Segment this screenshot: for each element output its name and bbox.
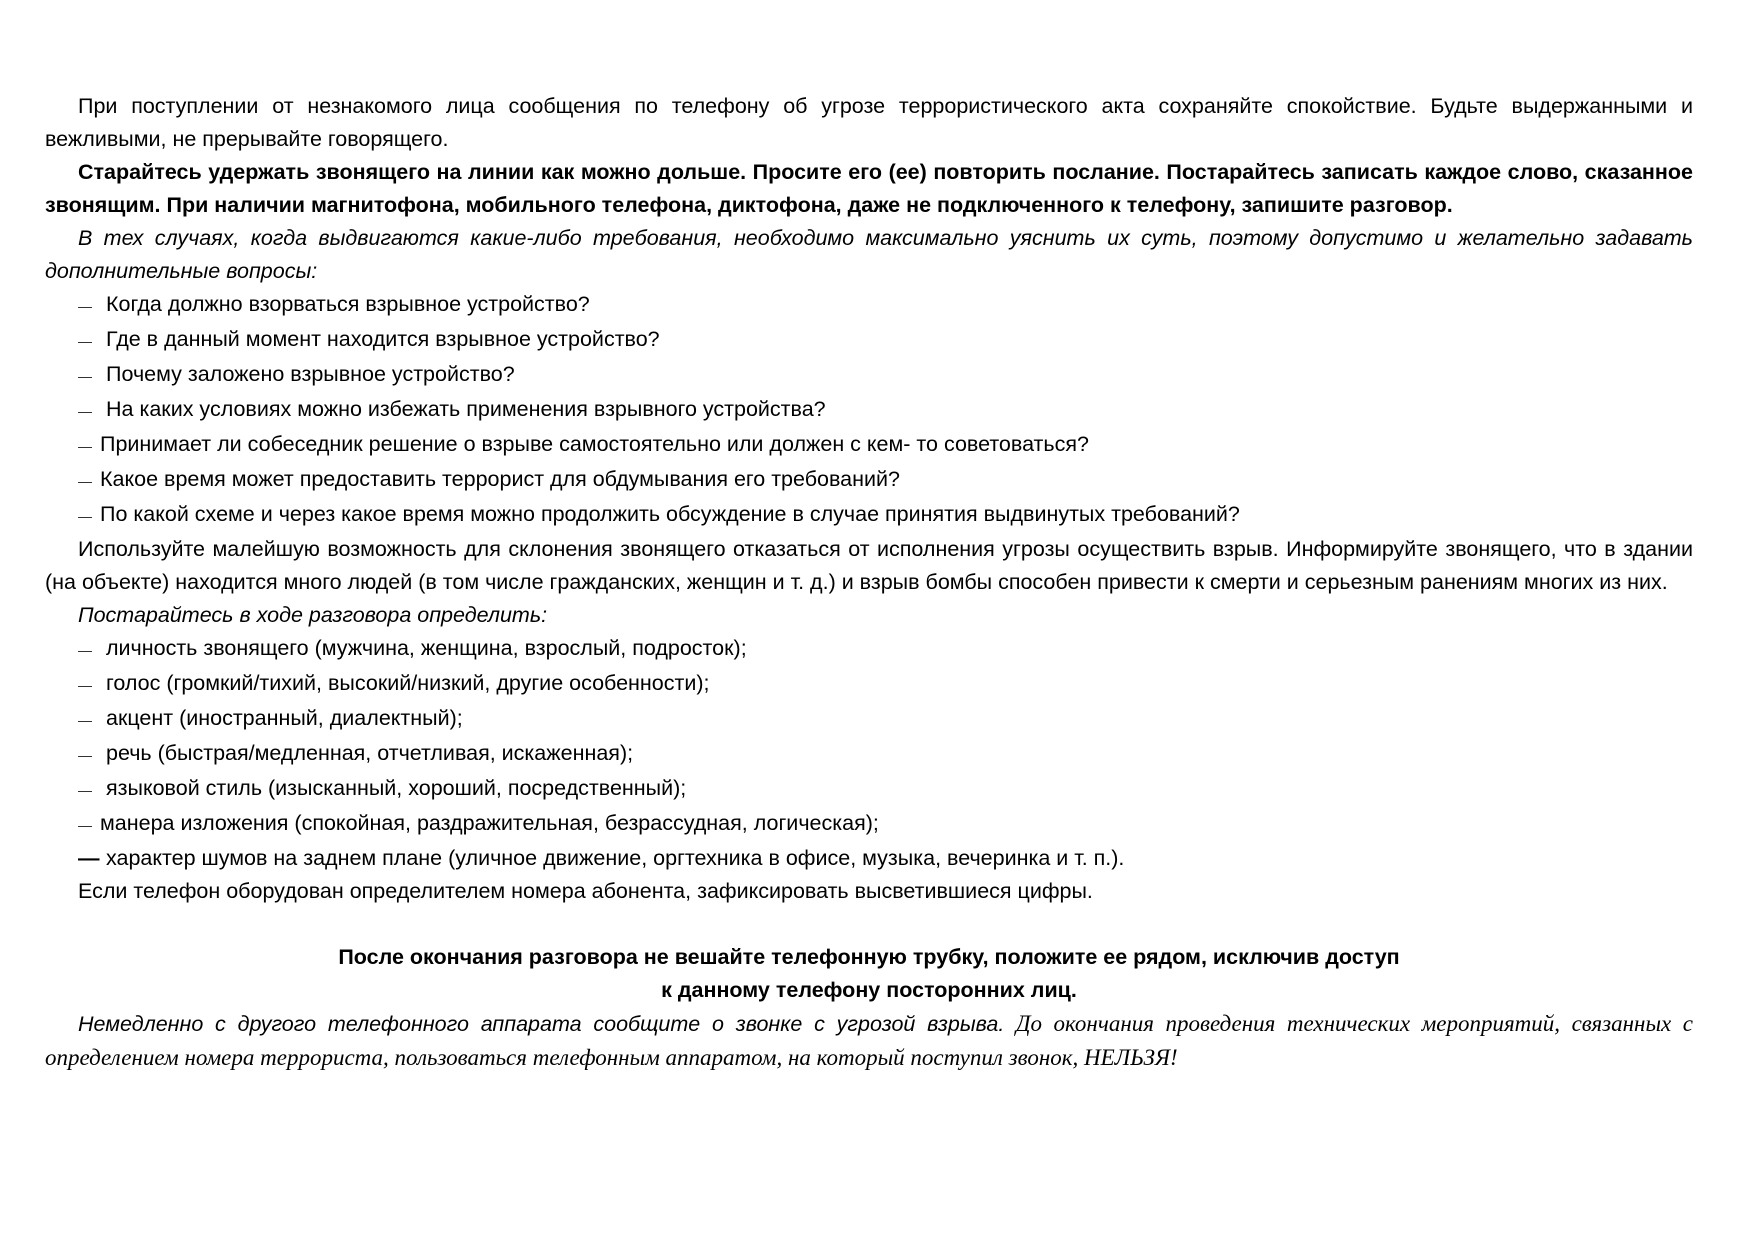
dash-icon: — [78,333,92,349]
list-item: — Принимает ли собеседник решение о взрыве самостоятельно или должен с кем- то советоваться? [45,428,1693,463]
dash-icon: — [78,403,92,419]
list-item: — голос (громкий/тихий, высокий/низкий, другие особенности); [45,667,1693,702]
demands-paragraph: В тех случаях, когда выдвигаются какие-либо требования, необходимо максимально уяснить их суть, поэтому допустимо и желательно задавать дополнительные вопросы: [45,226,1693,283]
list-item: — Почему заложено взрывное устройство? [45,358,1693,393]
caller-traits-list [45,632,1693,875]
dash-icon: — [78,817,92,833]
dash-icon: — [78,747,92,763]
dash-icon: — [78,508,92,524]
dash-icon: — [78,368,92,384]
final-paragraph [45,1007,1693,1075]
intro-paragraph: При поступлении от незнакомого лица сообщения по телефону об угрозе террористического акта сохраняйте спокойствие. Будьте выдержанными и вежливыми, не прерывайте говорящего. [45,94,1693,151]
dash-icon: — [78,438,92,454]
list-item: — личность звонящего (мужчина, женщина, взрослый, подросток); [45,632,1693,667]
final-italic-text: Немедленно с другого телефонного аппарата сообщите о звонке с угрозой взрыва. [78,1012,1005,1036]
list-item: — языковой стиль (изысканный, хороший, посредственный); [45,772,1693,807]
list-item: — Когда должно взорваться взрывное устройство? [45,288,1693,323]
dash-icon: — [78,782,92,798]
dash-icon: — [78,642,92,658]
dash-icon: — [78,712,92,728]
list-item: — Какое время может предоставить террорист для обдумывания его требований? [45,463,1693,498]
dash-icon: — [78,846,100,870]
persuade-paragraph: Используйте малейшую возможность для склонения звонящего отказаться от исполнения угрозы осуществить взрыв. Информируйте звонящего, что в здании (на объекте) находится много людей (в том числе гражданских, женщин и т. д.) и взрыв бомбы способен привести к смерти и серьезным ранениям многих из них. [45,537,1693,594]
determine-heading: Постарайтесь в ходе разговора определить: [78,603,548,627]
caller-id-paragraph: Если телефон оборудован определителем номера абонента, зафиксировать высветившиеся цифры. [78,879,1093,903]
notice-line-1: После окончания разговора не вешайте телефонную трубку, положите ее рядом, исключив доступ [338,945,1400,969]
list-item: — характер шумов на заднем плане (уличное движение, оргтехника в офисе, музыка, вечеринка и т. п.). [45,842,1693,875]
notice-line-2: к данному телефону посторонних лиц. [661,978,1077,1002]
list-item: — акцент (иностранный, диалектный); [45,702,1693,737]
document-body [45,90,1693,1075]
list-item: — На каких условиях можно избежать применения взрывного устройства? [45,393,1693,428]
spacer [45,908,1693,941]
list-item: — речь (быстрая/медленная, отчетливая, искаженная); [45,737,1693,772]
dash-icon: — [78,298,92,314]
questions-list [45,288,1693,533]
list-item: — Где в данный момент находится взрывное устройство? [45,323,1693,358]
keep-caller-paragraph: Старайтесь удержать звонящего на линии как можно дольше. Просите его (ее) повторить послание. Постарайтесь записать каждое слово, сказанное звонящим. При наличии магнитофона, мобильного телефона, диктофона, даже не подключенного к телефону, запишите разговор. [45,160,1693,217]
list-item: — По какой схеме и через какое время можно продолжить обсуждение в случае принятия выдвинутых требований? [45,498,1693,533]
list-item: — манера изложения (спокойная, раздражительная, безрассудная, логическая); [45,807,1693,842]
dash-icon: — [78,473,92,489]
dash-icon: — [78,677,92,693]
final-serif-text: До окончания проведения технических мероприятий, связанных с определением номера террориста, пользоваться телефонным аппаратом, на который поступил звонок, НЕЛЬЗЯ! [45,1011,1693,1070]
